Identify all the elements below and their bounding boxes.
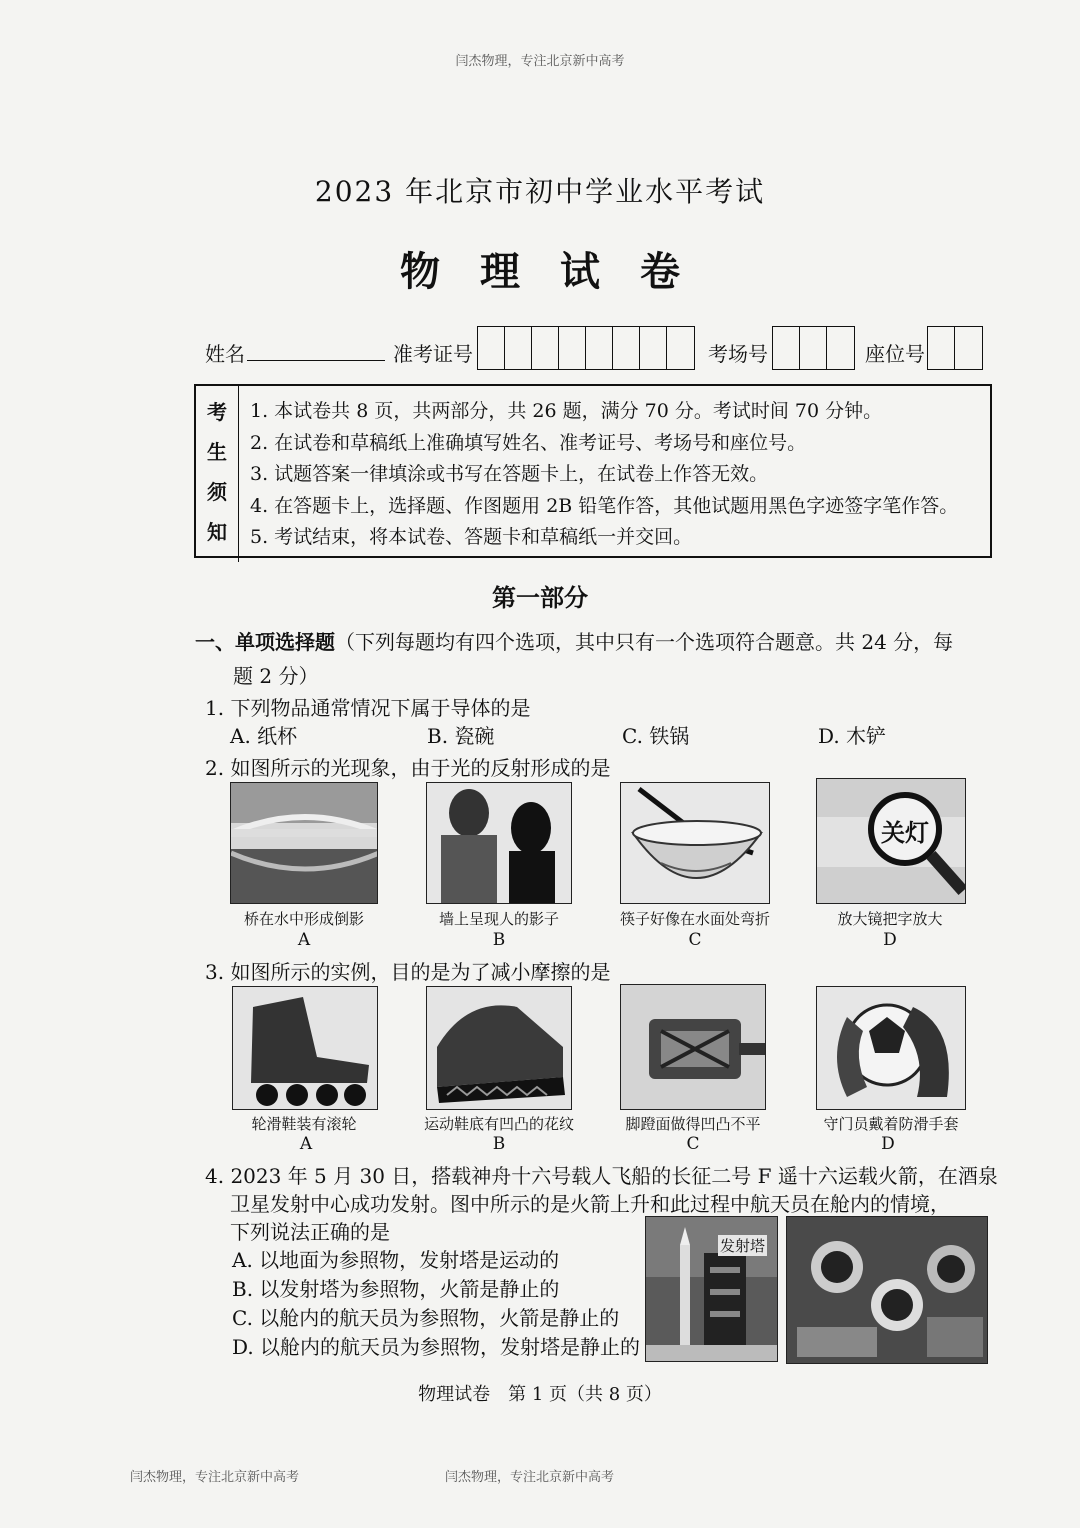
section-heading-line <box>195 626 953 655</box>
q2-caption-b: 墙上呈现人的影子 <box>438 910 559 928</box>
q4-option-a[interactable]: A. 以地面为参照物，发射塔是运动的 <box>232 1248 560 1272</box>
q4-option-b[interactable]: B. 以发射塔为参照物，火箭是静止的 <box>232 1277 560 1301</box>
q3-letter-a: A <box>299 1134 313 1154</box>
exam-id-boxes[interactable] <box>477 326 695 370</box>
q2-letter-c: C <box>688 930 702 950</box>
shadow-on-wall-illustration <box>427 783 572 904</box>
q2-letter-b: B <box>492 930 506 950</box>
seat-label: 座位号 <box>865 342 925 366</box>
page-footer: 物理试卷 第 1 页（共 8 页） <box>418 1384 662 1405</box>
notice-items <box>250 396 958 554</box>
notice-item: 1. 本试卷共 8 页，共两部分，共 26 题，满分 70 分。考试时间 70 分钟。 <box>250 400 883 422</box>
q1-stem: 1. 下列物品通常情况下属于导体的是 <box>205 696 531 720</box>
q4-image-rocket <box>645 1216 778 1362</box>
notice-item: 3. 试题答案一律填涂或书写在答题卡上，在试卷上作答无效。 <box>250 463 769 485</box>
watermark-top: 闫杰物理，专注北京新中高考 <box>455 54 625 69</box>
q3-caption-b: 运动鞋底有凹凸的花纹 <box>423 1115 574 1133</box>
notice-item: 2. 在试卷和草稿纸上准确填写姓名、准考证号、考场号和座位号。 <box>250 431 807 454</box>
paper-title: 物理试卷 <box>400 248 720 295</box>
notice-side-char: 考 <box>207 400 227 424</box>
student-info-row <box>205 326 995 370</box>
sports-shoe-illustration <box>427 987 572 1110</box>
q3-image-b <box>426 986 572 1110</box>
q2-letter-a: A <box>297 930 311 950</box>
q3-caption-a: 轮滑鞋装有滚轮 <box>251 1115 357 1133</box>
q2-image-b <box>426 782 572 904</box>
notice-item: 4. 在答题卡上，选择题、作图题用 2B 铅笔作答，其他试题用黑色字迹签字笔作答。 <box>250 494 959 517</box>
q3-letter-c: C <box>686 1134 700 1154</box>
watermark-bottom-center: 闫杰物理，专注北京新中高考 <box>445 1470 615 1485</box>
q2-caption-a: 桥在水中形成倒影 <box>243 910 364 928</box>
bike-pedal-illustration <box>621 985 766 1110</box>
q3-caption-d: 守门员戴着防滑手套 <box>823 1115 959 1133</box>
section-heading: 一、单项选择题 <box>195 630 335 654</box>
part-title: 第一部分 <box>492 583 588 612</box>
q1-option-b[interactable]: B. 瓷碗 <box>427 724 495 748</box>
exam-notice-box <box>194 384 992 558</box>
q4-stem-line3: 下列说法正确的是 <box>230 1220 390 1244</box>
section-description: （下列每题均有四个选项，其中只有一个选项符合题意。共 24 分，每 <box>335 630 954 654</box>
q1-option-c[interactable]: C. 铁锅 <box>622 724 690 748</box>
q2-stem: 2. 如图所示的光现象，由于光的反射形成的是 <box>205 756 611 780</box>
section-description-cont: 题 2 分） <box>233 664 319 688</box>
notice-side-char: 生 <box>207 440 227 464</box>
q3-image-a <box>232 986 378 1110</box>
q3-image-c <box>620 984 766 1110</box>
notice-item: 5. 考试结束，将本试卷、答题卡和草稿纸一并交回。 <box>250 526 693 548</box>
q1-option-d[interactable]: D. 木铲 <box>818 724 887 748</box>
astronauts-in-cabin-illustration <box>787 1217 988 1364</box>
name-label: 姓名 <box>205 342 245 366</box>
q3-stem: 3. 如图所示的实例，目的是为了减小摩擦的是 <box>205 960 611 984</box>
room-label: 考场号 <box>708 342 768 366</box>
q4-image-astronauts <box>786 1216 988 1364</box>
q4-option-d[interactable]: D. 以舱内的航天员为参照物，发射塔是静止的 <box>232 1335 641 1359</box>
q2-caption-d: 放大镜把字放大 <box>837 910 943 928</box>
q3-letter-b: B <box>492 1134 506 1154</box>
name-field[interactable] <box>247 360 385 361</box>
watermark-bottom-left: 闫杰物理，专注北京新中高考 <box>130 1470 300 1485</box>
magnified-sign-text: 关灯 <box>881 818 929 847</box>
roller-skate-illustration <box>233 987 378 1110</box>
seat-boxes[interactable] <box>927 326 983 370</box>
q2-image-a <box>230 782 378 904</box>
q3-caption-c: 脚蹬面做得凹凸不平 <box>625 1115 761 1133</box>
q2-image-d <box>816 778 966 904</box>
q3-image-d <box>816 986 966 1110</box>
exam-id-label: 准考证号 <box>393 342 473 366</box>
q2-image-c <box>620 782 770 904</box>
q4-stem-line2: 卫星发射中心成功发射。图中所示的是火箭上升和此过程中航天员在舱内的情境， <box>230 1192 950 1216</box>
notice-side-char: 须 <box>207 480 227 504</box>
q3-letter-d: D <box>881 1134 895 1154</box>
q2-caption-c: 筷子好像在水面处弯折 <box>619 910 770 928</box>
notice-side-char: 知 <box>207 520 227 544</box>
q1-option-a[interactable]: A. 纸杯 <box>230 724 298 748</box>
q4-stem-line1: 4. 2023 年 5 月 30 日，搭载神舟十六号载人飞船的长征二号 F 遥十六运载火箭，在酒泉 <box>205 1164 998 1188</box>
goalkeeper-glove-illustration <box>817 987 966 1110</box>
room-boxes[interactable] <box>772 326 855 370</box>
bridge-reflection-illustration <box>231 783 378 904</box>
q2-letter-d: D <box>883 930 897 950</box>
q4-option-c[interactable]: C. 以舱内的航天员为参照物，火箭是静止的 <box>232 1306 620 1330</box>
chopstick-in-bowl-illustration <box>621 783 770 904</box>
exam-title: 2023 年北京市初中学业水平考试 <box>314 175 766 208</box>
notice-side-label <box>196 386 239 562</box>
launch-tower-label: 发射塔 <box>720 1237 766 1255</box>
